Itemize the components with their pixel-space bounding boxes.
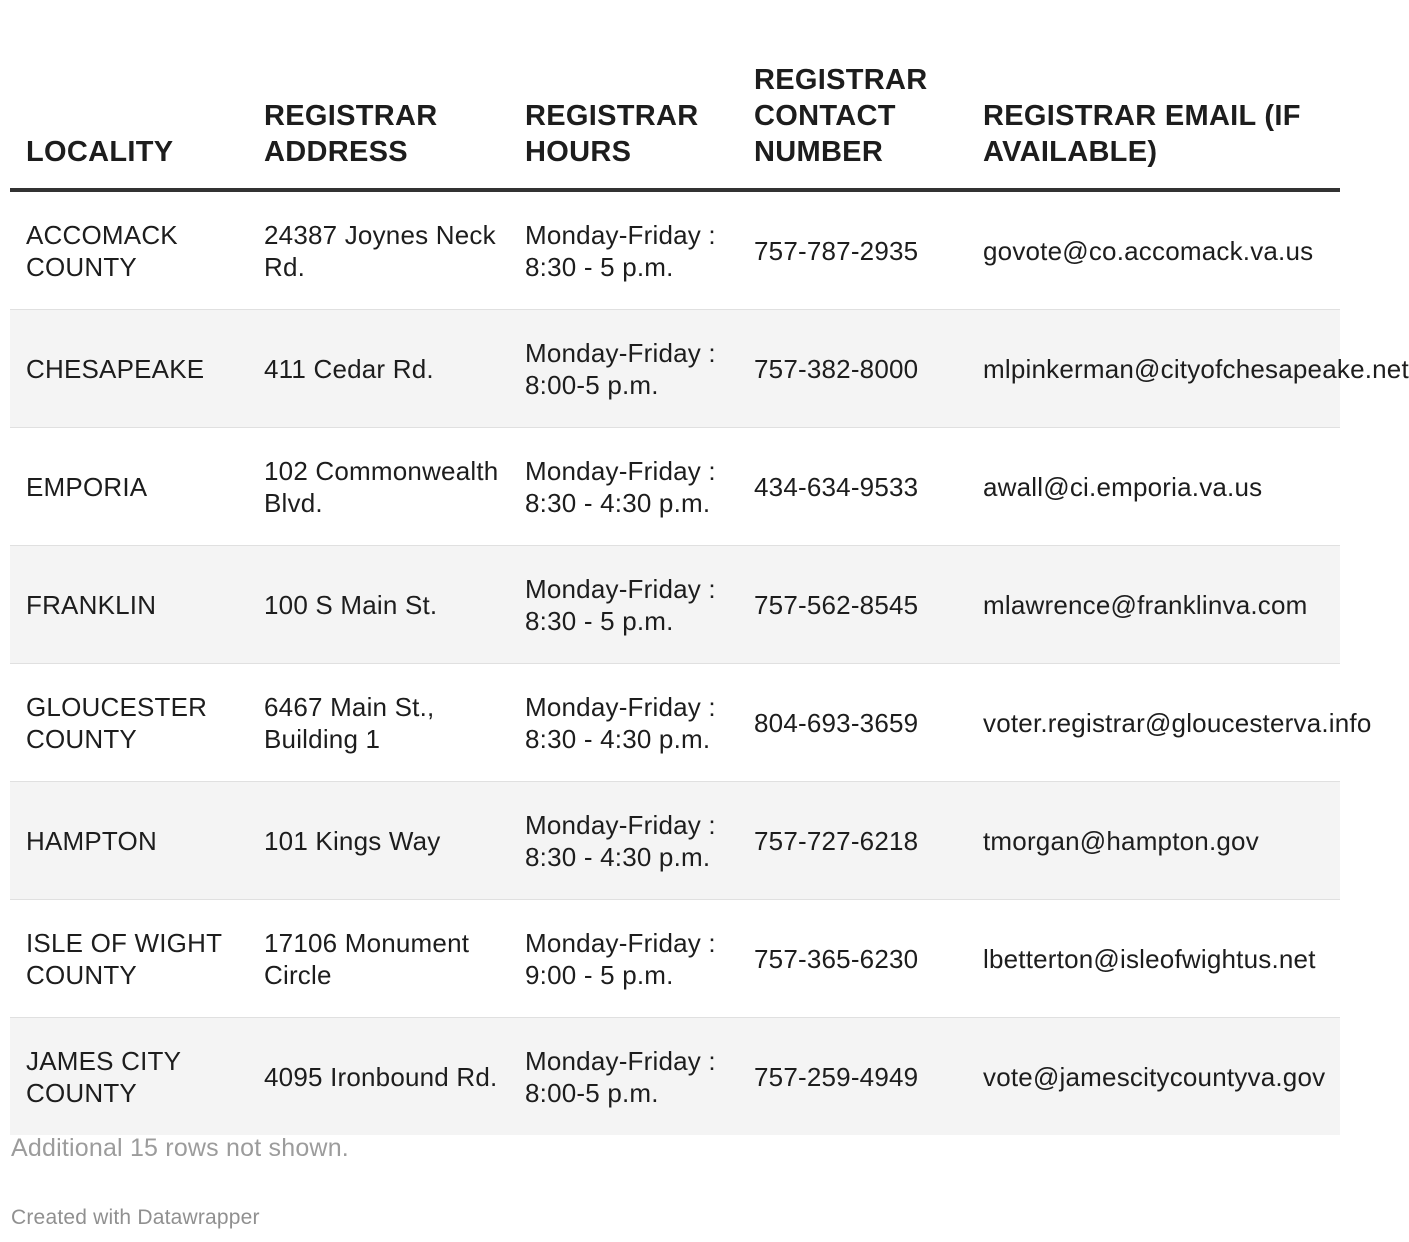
column-header-address[interactable]: REGISTRAR ADDRESS	[248, 0, 509, 190]
cell-email: tmorgan@hampton.gov	[967, 782, 1340, 900]
cell-address: 411 Cedar Rd.	[248, 310, 509, 428]
cell-hours: Monday-Friday : 8:00-5 p.m.	[509, 1018, 738, 1136]
table-row	[10, 664, 1340, 782]
header-row	[10, 0, 1340, 190]
column-header-email[interactable]: REGISTRAR EMAIL (IF AVAILABLE)	[967, 0, 1340, 190]
cell-phone: 757-727-6218	[738, 782, 967, 900]
cell-address: 6467 Main St., Building 1	[248, 664, 509, 782]
cell-hours: Monday-Friday : 8:30 - 4:30 p.m.	[509, 664, 738, 782]
datawrapper-credit[interactable]: Created with Datawrapper	[11, 1206, 260, 1229]
rows-not-shown-note: Additional 15 rows not shown.	[11, 1134, 349, 1162]
cell-address: 17106 Monument Circle	[248, 900, 509, 1018]
cell-phone: 434-634-9533	[738, 428, 967, 546]
cell-email: lbetterton@isleofwightus.net	[967, 900, 1340, 1018]
cell-phone: 757-365-6230	[738, 900, 967, 1018]
cell-locality: EMPORIA	[10, 428, 248, 546]
cell-email: awall@ci.emporia.va.us	[967, 428, 1340, 546]
column-header-hours[interactable]: REGISTRAR HOURS	[509, 0, 738, 190]
cell-phone: 757-787-2935	[738, 190, 967, 310]
cell-phone: 757-382-8000	[738, 310, 967, 428]
cell-hours: Monday-Friday : 8:30 - 4:30 p.m.	[509, 782, 738, 900]
cell-hours: Monday-Friday : 9:00 - 5 p.m.	[509, 900, 738, 1018]
cell-locality: JAMES CITY COUNTY	[10, 1018, 248, 1136]
column-header-locality[interactable]: LOCALITY	[10, 0, 248, 190]
cell-phone: 804-693-3659	[738, 664, 967, 782]
table-body	[10, 190, 1409, 1135]
cell-locality: HAMPTON	[10, 782, 248, 900]
column-header-phone[interactable]: REGISTRAR CONTACT NUMBER	[738, 0, 967, 190]
cell-phone: 757-259-4949	[738, 1018, 967, 1136]
cell-locality: ISLE OF WIGHT COUNTY	[10, 900, 248, 1018]
table-header	[10, 0, 1340, 190]
table-row	[10, 190, 1340, 310]
table-row	[10, 1018, 1340, 1136]
cell-locality: ACCOMACK COUNTY	[10, 190, 248, 310]
registrar-table-container	[10, 0, 1409, 1135]
cell-address: 101 Kings Way	[248, 782, 509, 900]
cell-hours: Monday-Friday : 8:30 - 4:30 p.m.	[509, 428, 738, 546]
cell-address: 100 S Main St.	[248, 546, 509, 664]
cell-email: mlawrence@franklinva.com	[967, 546, 1340, 664]
table-row	[10, 428, 1340, 546]
cell-email: voter.registrar@gloucesterva.info	[967, 664, 1340, 782]
cell-locality: FRANKLIN	[10, 546, 248, 664]
cell-hours: Monday-Friday : 8:30 - 5 p.m.	[509, 190, 738, 310]
cell-address: 4095 Ironbound Rd.	[248, 1018, 509, 1136]
cell-hours: Monday-Friday : 8:00-5 p.m.	[509, 310, 738, 428]
cell-address: 24387 Joynes Neck Rd.	[248, 190, 509, 310]
cell-locality: GLOUCESTER COUNTY	[10, 664, 248, 782]
table-row	[10, 546, 1340, 664]
cell-email: govote@co.accomack.va.us	[967, 190, 1340, 310]
table-row	[10, 782, 1340, 900]
table-row	[10, 900, 1340, 1018]
cell-email: mlpinkerman@cityofchesapeake.net	[967, 310, 1340, 428]
table-row	[10, 310, 1340, 428]
cell-address: 102 Commonwealth Blvd.	[248, 428, 509, 546]
registrar-table	[10, 0, 1409, 1135]
cell-phone: 757-562-8545	[738, 546, 967, 664]
cell-hours: Monday-Friday : 8:30 - 5 p.m.	[509, 546, 738, 664]
cell-locality: CHESAPEAKE	[10, 310, 248, 428]
cell-email: vote@jamescitycountyva.gov	[967, 1018, 1340, 1136]
